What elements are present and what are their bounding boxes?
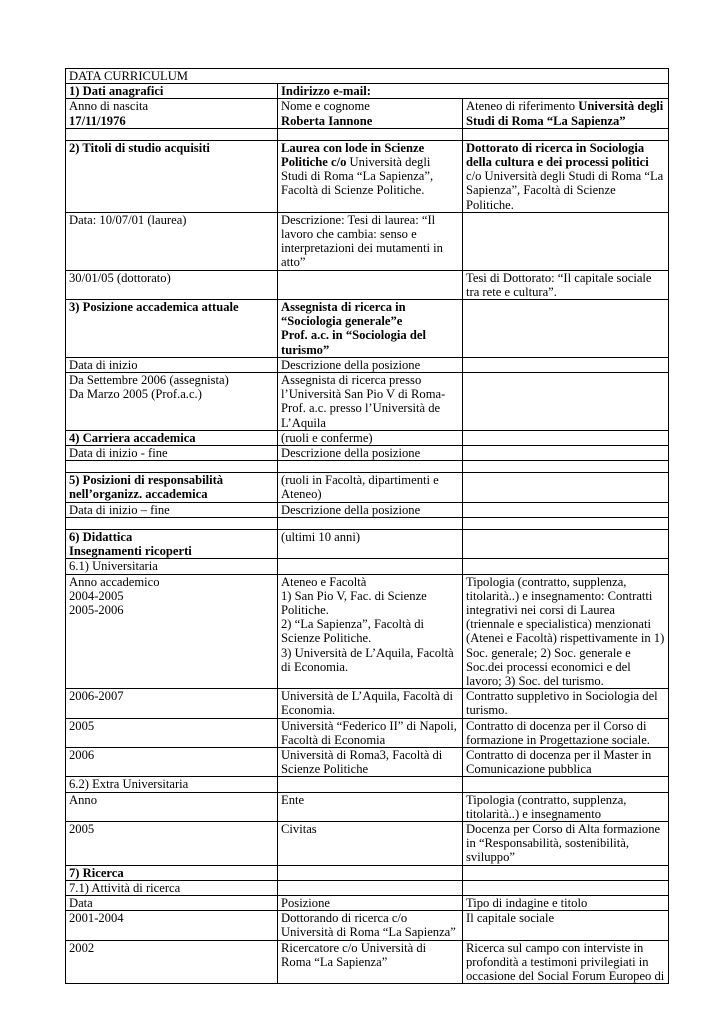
teaching-row: [66, 689, 669, 718]
section-6-2-row: [66, 777, 669, 792]
teaching-year: 2006: [66, 747, 278, 776]
ateneo-item: 2) “La Sapienza”, Facoltà di Scienze Politiche.: [281, 617, 425, 646]
current-position-line-2: Prof. a.c. in “Sociologia del turismo”: [281, 328, 426, 357]
start-date-label: Data di inizio: [66, 357, 278, 372]
section-5-range-label: Data di inizio – fine: [66, 502, 278, 517]
name-value: Roberta Iannone: [281, 113, 373, 128]
extra-ente: Civitas: [278, 821, 463, 865]
section-6-2-label: 6.2) Extra Universitaria: [66, 777, 278, 792]
laurea-cell: [278, 140, 463, 212]
position-desc-2: Prof. a.c. presso l’Università de L’Aquila: [281, 401, 441, 430]
section-6-heading-cell: [66, 529, 278, 558]
research-position: Ricercatore c/o Università di Roma “La Sapienza”: [278, 940, 463, 984]
laurea-date: Data: 10/07/01 (laurea): [66, 212, 278, 270]
laurea-thesis: Descrizione: Tesi di laurea: “Il lavoro che cambia: senso e interpretazioni dei mutamenti in atto”: [278, 212, 463, 270]
extra-desc: Docenza per Corso di Alta formazione in “Responsabilità, sostenibilità, sviluppo”: [463, 821, 669, 865]
laurea-title: Laurea con lode in Scienze Politiche c/o: [281, 140, 425, 170]
section-2-heading: 2) Titoli di studio acquisiti: [66, 140, 278, 212]
birth-cell: [66, 99, 278, 128]
research-date-label: Data: [66, 895, 278, 910]
section-5-heading: 5) Posizioni di responsabilità nell’organizz. accademica: [66, 473, 278, 502]
research-position-label: Posizione: [278, 895, 463, 910]
research-row: [66, 940, 669, 984]
start-date-1: Da Settembre 2006 (assegnista): [69, 373, 229, 388]
current-position-line-1: Assegnista di ricerca in “Sociologia generale”e: [281, 300, 406, 329]
teaching-desc: Contratto di docenza per il Corso di formazione in Progettazione sociale.: [463, 718, 669, 747]
dottorato-thesis: Tesi di Dottorato: “Il capitale sociale tra rete e cultura”.: [463, 270, 669, 299]
dottorato-thesis-row: [66, 270, 669, 299]
extra-year-label: Anno: [66, 792, 278, 821]
position-desc-1: Assegnista di ricerca presso l’Università San Pio V di Roma-: [281, 373, 446, 402]
section-6-note: (ultimi 10 anni): [278, 529, 463, 558]
research-type: Il capitale sociale: [463, 911, 669, 940]
extra-columns-row: [66, 792, 669, 821]
teaching-ateneo: Università de L’Aquila, Facoltà di Economia.: [278, 689, 463, 718]
section-4-columns-row: [66, 446, 669, 461]
teaching-type-desc: Tipologia (contratto, supplenza, titolarità..) e insegnamento: Contratti integrativi nei corsi di Laurea (triennale e specialistica) menzionati (Atenei e Facoltà) rispettivamente in 1) Soc. generale; 2) Soc. generale e Soc.dei processi economici e del lavoro; 3) Soc. del turismo.: [463, 574, 669, 689]
start-dates-cell: [66, 373, 278, 431]
start-date-2: Da Marzo 2005 (Prof.a.c.): [69, 387, 202, 402]
section-7-heading: 7) Ricerca: [66, 865, 278, 880]
section-7-1-label: 7.1) Attività di ricerca: [66, 880, 278, 895]
section-3-heading: 3) Posizione accademica attuale: [66, 300, 278, 358]
section-7-1-row: [66, 880, 669, 895]
curriculum-table: [65, 68, 669, 984]
section-4-header-row: [66, 430, 669, 445]
name-cell: [278, 99, 463, 128]
research-row: [66, 911, 669, 940]
academic-year-label: Anno accademico: [69, 574, 160, 589]
document-title: DATA CURRICULUM: [66, 69, 669, 84]
research-date: 2002: [66, 940, 278, 984]
spacer-row: [66, 461, 669, 473]
teaching-row: [66, 747, 669, 776]
teaching-main-row: [66, 574, 669, 689]
section-3-header-row: [66, 300, 669, 358]
title-row: [66, 69, 669, 84]
extra-data-row: [66, 821, 669, 865]
position-desc-label: Descrizione della posizione: [278, 357, 463, 372]
section-5-header-row: [66, 473, 669, 502]
spacer-row: [66, 128, 669, 140]
teaching-desc: Contratto suppletivo in Sociologia del turismo.: [463, 689, 669, 718]
name-label: Nome e cognome: [281, 99, 370, 114]
section-2-header-row: [66, 140, 669, 212]
section-4-range-label: Data di inizio - fine: [66, 446, 278, 461]
dottorato-institution: c/o Università degli Studi di Roma “La Sapienza”, Facoltà di Scienze Politiche.: [466, 169, 664, 212]
spacer-row: [66, 517, 669, 529]
research-columns-row: [66, 895, 669, 910]
section-7-header-row: [66, 865, 669, 880]
email-label: Indirizzo e-mail:: [278, 84, 669, 99]
academic-year-1: 2004-2005: [69, 588, 124, 603]
research-type: Ricerca sul campo con interviste in profondità a testimoni privilegiati in occasione del Social Forum Europeo di: [463, 940, 669, 984]
research-position: Dottorando di ricerca c/o Università di Roma “La Sapienza”: [278, 911, 463, 940]
section-1-heading: 1) Dati anagrafici: [66, 84, 278, 99]
laurea-thesis-row: [66, 212, 669, 270]
extra-ente-label: Ente: [278, 792, 463, 821]
academic-year-2: 2005-2006: [69, 602, 124, 617]
section-3-columns-row: [66, 357, 669, 372]
extra-year: 2005: [66, 821, 278, 865]
personal-data-row: [66, 99, 669, 128]
birth-label: Anno di nascita: [69, 99, 149, 114]
academic-year-cell: [66, 574, 278, 689]
dottorato-title: Dottorato di ricerca in Sociologia della cultura e dei processi politici: [466, 140, 649, 170]
laurea-institution: Università degli Studi di Roma “La Sapienza”, Facoltà di Scienze Politiche.: [281, 155, 434, 198]
section-5-note: (ruoli in Facoltà, dipartimenti e Ateneo): [278, 473, 463, 502]
teaching-year: 2006-2007: [66, 689, 278, 718]
teaching-ateneo: Università “Federico II” di Napoli, Facoltà di Economia: [278, 718, 463, 747]
ateneo-facolta-label: Ateneo e Facoltà: [281, 574, 367, 589]
teaching-year: 2005: [66, 718, 278, 747]
section-6-heading: 6) Didattica: [69, 529, 133, 544]
dottorato-cell: [463, 140, 669, 212]
section-3-data-row: [66, 373, 669, 431]
section-5-columns-row: [66, 502, 669, 517]
birth-value: 17/11/1976: [69, 113, 126, 128]
teaching-ateneo: Università di Roma3, Facoltà di Scienze Politiche: [278, 747, 463, 776]
section-4-note: (ruoli e conferme): [278, 430, 463, 445]
section-6-header-row: [66, 529, 669, 558]
teaching-desc: Contratto di docenza per il Master in Comunicazione pubblica: [463, 747, 669, 776]
ateneo-cell: [463, 99, 669, 128]
ateneo-label: Ateneo di riferimento: [466, 99, 576, 114]
research-date: 2001-2004: [66, 911, 278, 940]
section-6-1-row: [66, 559, 669, 574]
section-5-desc-label: Descrizione della posizione: [278, 502, 463, 517]
extra-type-label: Tipologia (contratto, supplenza, titolarità..) e insegnamento: [463, 792, 669, 821]
section-6-1-label: 6.1) Universitaria: [66, 559, 278, 574]
ateneo-item: 3) Università de L’Aquila, Facoltà di Economia.: [281, 645, 454, 674]
teaching-row: [66, 718, 669, 747]
ateneo-facolta-cell: [278, 574, 463, 689]
research-type-label: Tipo di indagine e titolo: [463, 895, 669, 910]
section-4-desc-label: Descrizione della posizione: [278, 446, 463, 461]
ateneo-item: 1) San Pio V, Fac. di Scienze Politiche.: [281, 588, 427, 617]
section-6-subheading: Insegnamenti ricoperti: [69, 544, 192, 559]
section-1-header-row: [66, 84, 669, 99]
ateneo-value: Università degli Studi di Roma “La Sapienza”: [466, 99, 664, 128]
current-position-cell: [278, 300, 463, 358]
position-desc-cell: [278, 373, 463, 431]
dottorato-date: 30/01/05 (dottorato): [66, 270, 278, 299]
section-4-heading: 4) Carriera accademica: [66, 430, 278, 445]
